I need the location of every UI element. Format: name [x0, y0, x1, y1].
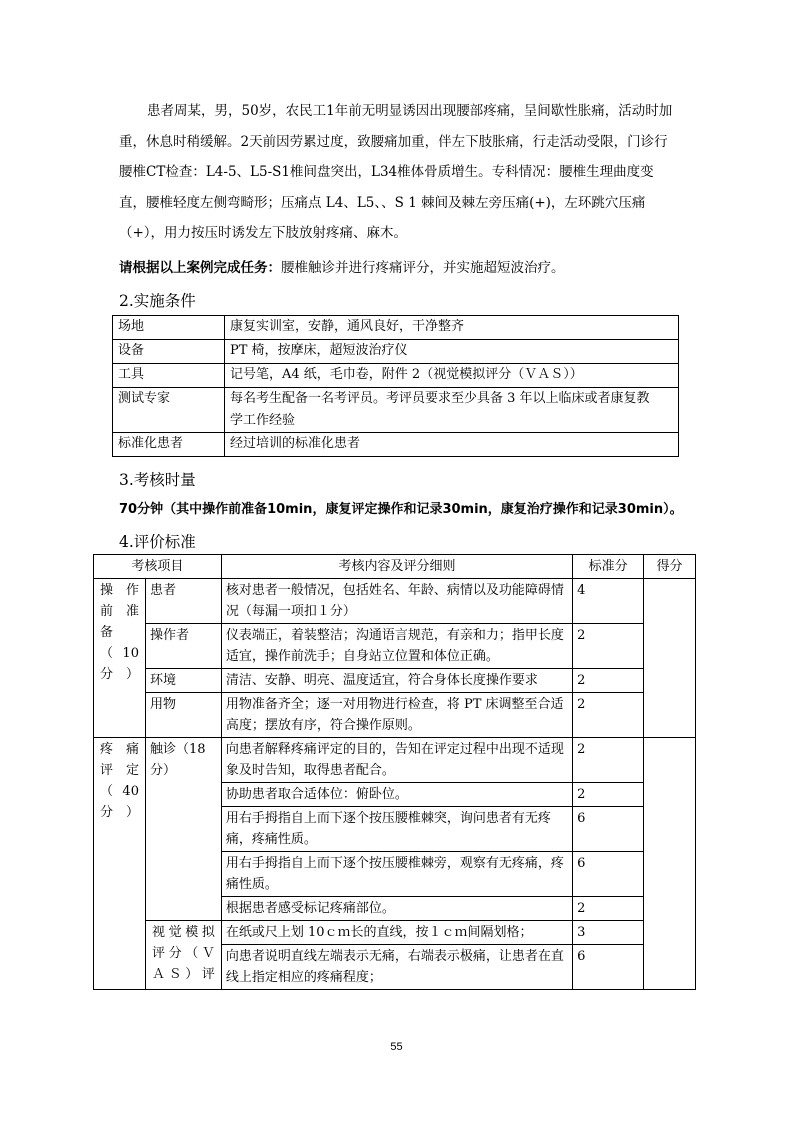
- table-row: 疼痛评定（40分） 触诊（18分） 向患者解释疼痛评定的目的，告知在评定过程中出现不适现象及时告知，取得患者配合。 2: [94, 738, 696, 783]
- conditions-table: [112, 315, 679, 457]
- score-cell: [644, 738, 696, 990]
- page-number: 55: [390, 1041, 403, 1053]
- table-row: 用右手拇指自上而下逐个按压腰椎棘突，询问患者有无疼痛，疼痛性质。 6: [94, 807, 696, 852]
- evaluation-table: [93, 554, 696, 990]
- table-row: 测试专家 每名考生配备一名考评员。考评员要求至少具备 3 年以上临床或者康复教学工作经验: [113, 388, 679, 433]
- table-row: 视觉模拟评分（ＶＡＳ）评 在纸或尺上划 10ｃｍ长的直线，按１ｃｍ间隔划格； 3: [94, 921, 696, 945]
- table-row: 工具 记号笔，A4 纸，毛巾卷，附件 2（视觉模拟评分（ＶＡＳ））: [113, 364, 679, 388]
- table-row: 向患者说明直线左端表示无痛，右端表示极痛，让患者在直线上指定相应的疼痛程度； 6: [94, 945, 696, 990]
- table-row: 场地 康复实训室，安静，通风良好，干净整齐: [113, 316, 679, 340]
- table-row: 操作者 仪表端正，着装整洁；沟通语言规范，有亲和力；指甲长度适宜，操作前洗手；自身站立位置和体位正确。 2: [94, 624, 696, 669]
- table-header-row: 考核项目 考核内容及评分细则 标准分 得分: [94, 555, 696, 579]
- task-label: 请根据以上案例完成任务：: [119, 260, 281, 276]
- table-row: 设备 PT 椅，按摩床，超短波治疗仪: [113, 340, 679, 364]
- table-row: 协助患者取合适体位：俯卧位。 2: [94, 783, 696, 807]
- section-title-conditions: 2.实施条件: [119, 292, 196, 310]
- category-cell: 疼痛评定（40分）: [94, 738, 146, 990]
- task-line: [119, 256, 565, 276]
- table-row: 标准化患者 经过培训的标准化患者: [113, 433, 679, 457]
- table-row: 环境 清洁、安静、明亮、温度适宜，符合身体长度操作要求 2: [94, 669, 696, 693]
- section-title-time: 3.考核时量: [119, 471, 196, 489]
- table-row: 根据患者感受标记疼痛部位。 2: [94, 897, 696, 921]
- table-row: 操作前准备（10分） 患者 核对患者一般情况，包括姓名、年龄、病情以及功能障碍情况（每漏一项扣１分） 4: [94, 579, 696, 624]
- subcategory-cell: 视觉模拟评分（ＶＡＳ）评: [145, 921, 221, 990]
- table-row: 用右手拇指自上而下逐个按压腰椎棘旁，观察有无疼痛，疼痛性质。 6: [94, 852, 696, 897]
- time-text: 70分钟（其中操作前准备10min，康复评定操作和记录30min，康复治疗操作和记录30min）。: [119, 502, 683, 517]
- subcategory-cell: 触诊（18分）: [145, 738, 221, 921]
- score-cell: [644, 579, 696, 738]
- task-text: 腰椎触诊并进行疼痛评分，并实施超短波治疗。: [281, 260, 565, 276]
- category-cell: 操作前准备（10分）: [94, 579, 146, 738]
- section-title-criteria: 4.评价标准: [119, 533, 196, 551]
- table-row: 用物 用物准备齐全；逐一对用物进行检查，将 PT 床调整至合适高度；摆放有序，符合操作原则。 2: [94, 693, 696, 738]
- case-description: 患者周某，男，50岁，农民工1年前无明显诱因出现腰部疼痛，呈间歇性胀痛，活动时加重，休息时稍缓解。2天前因劳累过度，致腰痛加重，伴左下肢胀痛，行走活动受限，门诊行腰椎CT检查：L4-5、L5-S1椎间盘突出，L34椎体骨质增生。专科情况：腰椎生理曲度变直，腰椎轻度左侧弯畸形；压痛点 L4、L5、、S 1 棘间及棘左旁压痛(+)，左环跳穴压痛（+），用力按压时诱发左下肢放射疼痛、麻木。: [119, 103, 673, 241]
